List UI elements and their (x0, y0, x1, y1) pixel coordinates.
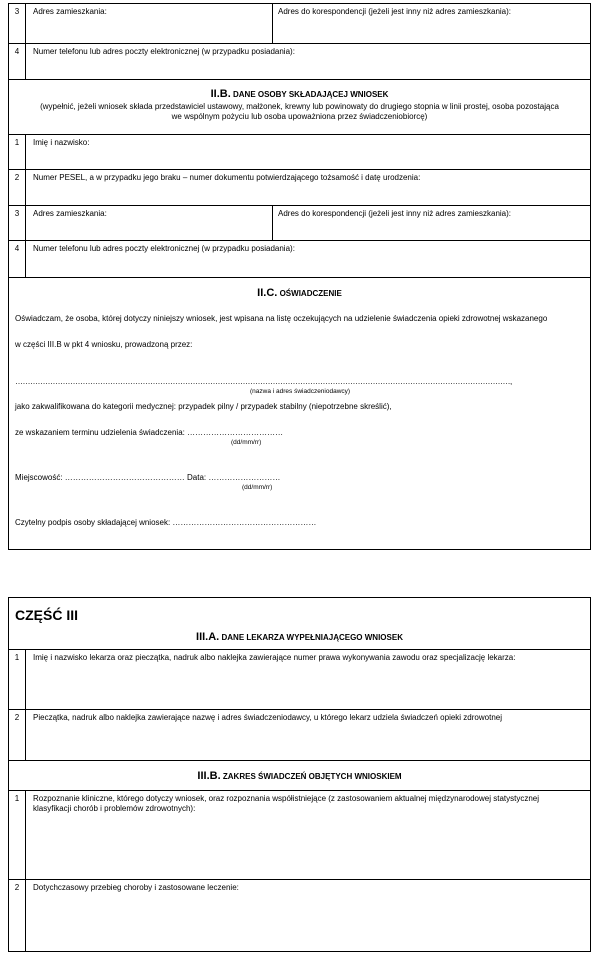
place-date-field[interactable]: Miejscowość: ……………………………………… Data: ……………………… (15, 473, 281, 482)
diagnosis-label-line: Rozpoznanie kliniczne, którego dotyczy wniosek, oraz rozpoznania współistniejące (z zastosowaniem aktualnej międzynarodowej statystycznej (33, 794, 540, 803)
row-number: 2 (9, 170, 26, 205)
declaration-line: w części III.B w pkt 4 wniosku, prowadzoną przez: (15, 340, 193, 349)
treatment-date-field[interactable]: ze wskazaniem terminu udzielenia świadczenia: ……………………………… (15, 428, 284, 437)
row-number: 1 (9, 650, 26, 709)
section-code: II.B. (210, 88, 231, 100)
provider-dots-field[interactable]: ………………………………………………………………………………………………………………………………………………………………………………, (15, 377, 512, 386)
section-code: III.A. (196, 631, 220, 643)
contact-field[interactable]: Numer telefonu lub adres poczty elektronicznej (w przypadku posiadania): (33, 244, 295, 253)
correspondence-address-field[interactable]: Adres do korespondencji (jeżeli jest inny niż adres zamieszkania): (278, 209, 511, 218)
form-part-iii (8, 597, 591, 952)
name-field[interactable]: Imię i nazwisko: (33, 138, 90, 147)
diagnosis-field[interactable] (33, 794, 584, 814)
date-hint: (dd/mm/rr) (231, 439, 262, 446)
residence-address-field[interactable]: Adres zamieszkania: (33, 7, 107, 16)
part-iii-header (9, 598, 590, 650)
row-number: 3 (9, 206, 26, 240)
correspondence-address-field[interactable]: Adres do korespondencji (jeżeli jest inny niż adres zamieszkania): (278, 7, 511, 16)
column-divider (272, 4, 273, 43)
note-line: (wypełnić, jeżeli wniosek składa przedstawiciel ustawowy, małżonek, krewny lub powinowaty do drugiego stopnia w linii prostej, osoba pozostająca (40, 102, 559, 111)
history-field[interactable]: Dotychczasowy przebieg choroby i zastosowane leczenie: (33, 883, 239, 892)
pesel-field[interactable]: Numer PESEL, a w przypadku jego braku – numer dokumentu potwierdzającego tożsamość i datę urodzenia: (33, 173, 421, 182)
column-divider (272, 206, 273, 240)
note-line: we wspólnym pożyciu lub osoba upoważniona przez świadczeniobiorcę) (171, 112, 428, 121)
section-iib-note (19, 102, 580, 122)
row-number: 1 (9, 135, 26, 169)
provider-hint: (nazwa i adres świadczeniodawcy) (250, 388, 351, 395)
provider-stamp-field[interactable]: Pieczątka, nadruk albo naklejka zawierające nazwę i adres świadczeniodawcy, u którego lekarz udziela świadczeń opieki zdrowotnej (33, 713, 502, 722)
row-pesel (9, 170, 590, 206)
section-name: DANE OSOBY SKŁADAJĄCEJ WNIOSEK (232, 90, 389, 99)
row-number: 3 (9, 4, 26, 43)
section-code: III.B. (197, 770, 221, 782)
section-iic (9, 278, 590, 549)
section-iib-title (9, 88, 590, 100)
category-line: jako zakwalifikowana do kategorii medycznej: przypadek pilny / przypadek stabilny (niepotrzebne skreślić), (15, 402, 392, 411)
row-number: 1 (9, 791, 26, 879)
form-part-ii (8, 3, 591, 550)
section-name: DANE LEKARZA WYPEŁNIAJĄCEGO WNIOSEK (221, 633, 403, 642)
declaration-line: Oświadczam, że osoba, której dotyczy niniejszy wniosek, jest wpisana na listę oczekujących na udzielenie świadczenia opieki zdrowotnej wskazanego (15, 314, 548, 323)
section-name: OŚWIADCZENIE (279, 289, 342, 298)
row-address (9, 4, 590, 44)
row-number: 4 (9, 44, 26, 79)
section-iiia-title (9, 631, 590, 643)
row-doctor (9, 650, 590, 710)
row-contact (9, 241, 590, 278)
row-name (9, 135, 590, 170)
doctor-field[interactable]: Imię i nazwisko lekarza oraz pieczątka, nadruk albo naklejka zawierające numer prawa wykonywania zawodu oraz specjalizację lekarza: (33, 653, 516, 662)
section-iic-title (9, 287, 590, 299)
section-iiib-header (9, 761, 590, 791)
section-name: ZAKRES ŚWIADCZEŃ OBJĘTYCH WNIOSKIEM (222, 772, 402, 781)
signature-field[interactable]: Czytelny podpis osoby składającej wniosek: ……………………………………………… (15, 518, 317, 527)
diagnosis-label-line: klasyfikacji chorób i problemów zdrowotnych): (33, 804, 196, 813)
row-number: 2 (9, 880, 26, 951)
contact-field[interactable]: Numer telefonu lub adres poczty elektronicznej (w przypadku posiadania): (33, 47, 295, 56)
residence-address-field[interactable]: Adres zamieszkania: (33, 209, 107, 218)
part-title: CZĘŚĆ III (15, 607, 79, 623)
row-diagnosis (9, 791, 590, 880)
row-contact (9, 44, 590, 80)
section-iiib-title (9, 770, 590, 782)
row-number: 2 (9, 710, 26, 760)
row-number: 4 (9, 241, 26, 277)
date-hint: (dd/mm/rr) (242, 484, 273, 491)
section-iib-header (9, 80, 590, 135)
row-provider-stamp (9, 710, 590, 761)
section-code: II.C. (257, 287, 278, 299)
row-address (9, 206, 590, 241)
row-history (9, 880, 590, 951)
